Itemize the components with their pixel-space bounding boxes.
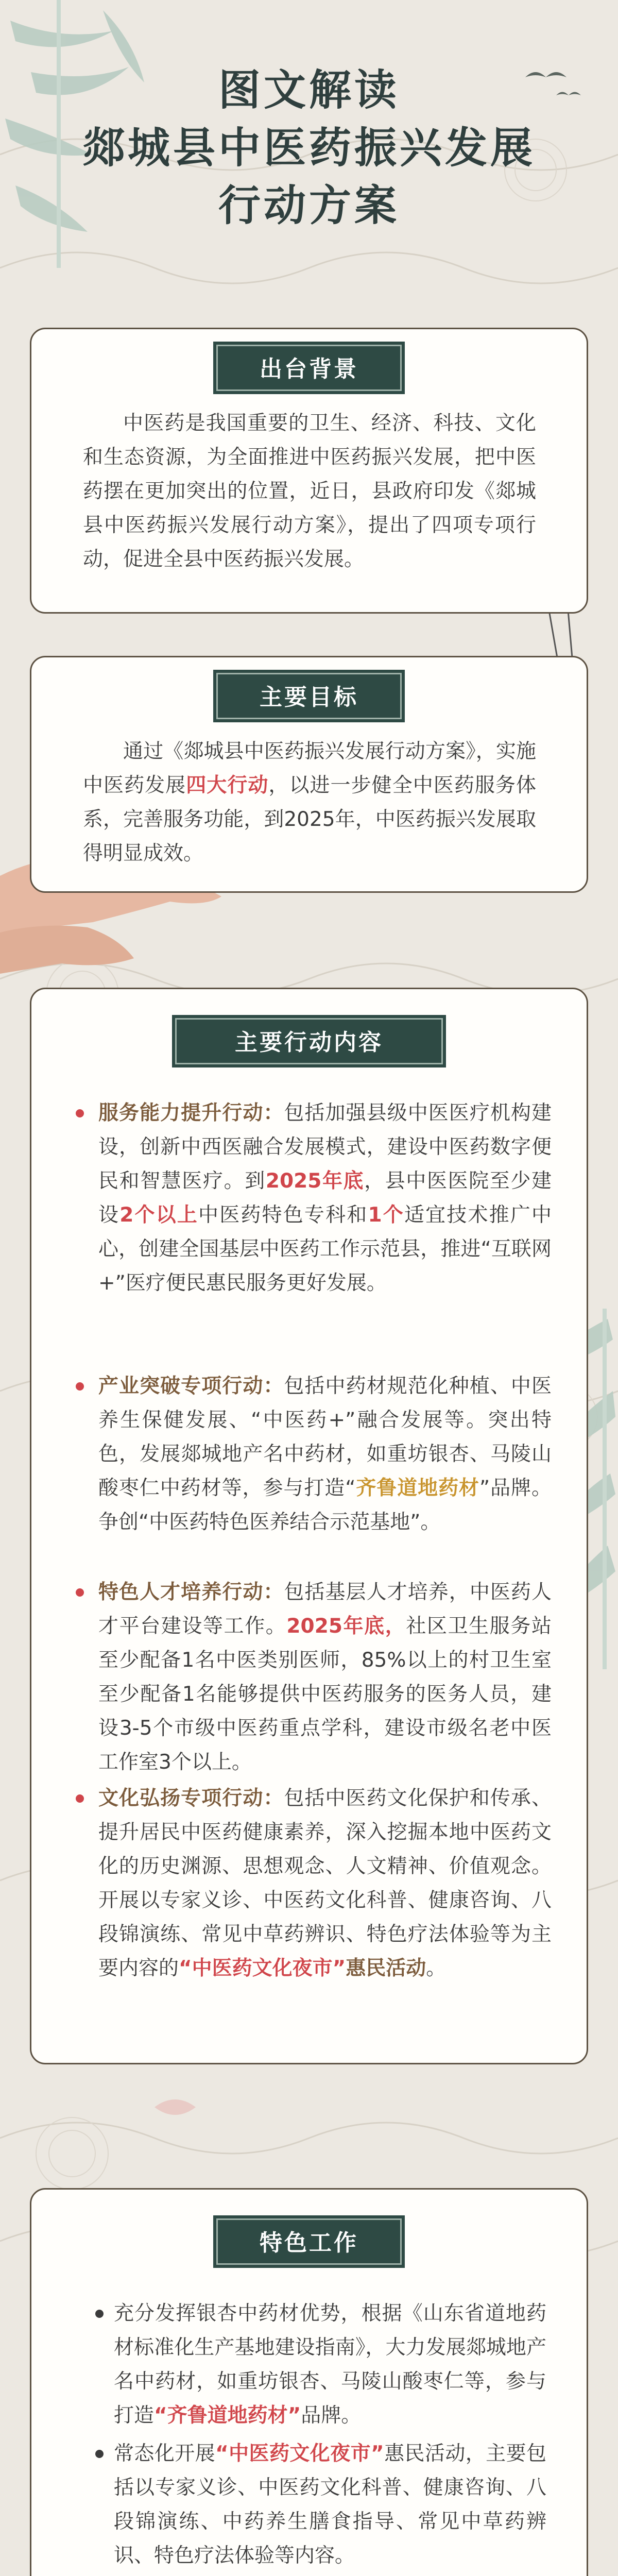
action-2-title: 产业突破专项行动： [98, 1375, 284, 1398]
action-1-text-b: ，县中医医院至少建设 [98, 1170, 552, 1227]
goals-card [30, 656, 588, 893]
feature-1-text-b: 品牌。 [301, 2404, 362, 2427]
bullet-dot [95, 2450, 104, 2458]
goals-body-b: ，以进一步健全中医药服务体系，完善服务功能，到2025年，中医药振兴发展取得明显成效。 [83, 774, 536, 865]
action-1-hl-a: 2025年底 [265, 1170, 365, 1193]
actions-heading: 主要行动内容 [175, 1018, 443, 1064]
feature-2-hl: “中医药文化夜市” [215, 2442, 384, 2465]
goals-heading: 主要目标 [216, 673, 402, 719]
action-3-title: 特色人才培养行动： [98, 1581, 284, 1604]
feature-item-1 [114, 2297, 546, 2433]
action-1-hl-c: 1个 [368, 1204, 404, 1227]
action-4-title: 文化弘扬专项行动： [98, 1787, 284, 1810]
feature-2-text-a: 常态化开展 [114, 2442, 216, 2465]
title-line-1: 图文解读 [218, 66, 400, 115]
action-item-2 [98, 1369, 552, 1539]
action-4-hl-a: “中医药文化夜市” [179, 1957, 346, 1980]
background-heading: 出台背景 [216, 345, 402, 391]
action-1-text-d: 适宜技术推广中心，创建全国基层中医药工作示范县，推进“互联网+”医疗便民惠民服务更好发展。 [98, 1204, 552, 1295]
actions-card [30, 988, 588, 2064]
action-1-text-c: 中医药特色专科和 [198, 1204, 368, 1227]
feature-item-2 [114, 2437, 546, 2573]
background-card [30, 328, 588, 614]
action-3-text-a: 包括基层人才培养，中医药人才平台建设等工作。 [98, 1581, 552, 1638]
bullet-dot [95, 2310, 104, 2318]
page-title [0, 62, 618, 235]
action-2-text-a: 包括中药材规范化种植、中医养生保健发展、“中医药+”融合发展等。突出特色，发展郯城地产名中药材，如重坊银杏、马陵山酸枣仁中药材等，参与打造“ [98, 1375, 552, 1500]
goals-body-a: 通过《郯城县中医药振兴发展行动方案》，实施中医药发展 [83, 740, 536, 797]
goals-highlight: 四大行动 [186, 774, 269, 797]
bullet-dot [76, 1109, 84, 1117]
action-item-3 [98, 1575, 552, 1780]
feature-2-text-b: 惠民活动，主要包括以专家义诊、中医药文化科普、健康咨询、八段锦演练、中药养生膳食指导、常见中草药辨识、特色疗法体验等内容。 [114, 2442, 546, 2567]
action-2-hl-a: 齐鲁道地药材 [355, 1477, 479, 1500]
feature-1-text-a: 充分发挥银杏中药材优势，根据《山东省道地药材标准化生产基地建设指南》，大力发展郯城地产名中药材，如重坊银杏、马陵山酸枣仁等，参与打造 [114, 2302, 546, 2427]
features-heading: 特色工作 [216, 2218, 402, 2265]
action-item-1 [98, 1096, 552, 1300]
action-3-hl-a: 2025年底， [286, 1615, 406, 1638]
title-line-2: 郯城县中医药振兴发展 [82, 124, 536, 173]
bullet-dot [76, 1794, 84, 1803]
features-card [30, 2188, 588, 2576]
background-body: 中医药是我国重要的卫生、经济、科技、文化和生态资源，为全面推进中医药振兴发展，把中医药摆在更加突出的位置，近日，县政府印发《郯城县中医药振兴发展行动方案》，提出了四项专项行动，促进全县中医药振兴发展。 [83, 412, 536, 571]
action-4-hl-b: 惠民活动 [346, 1957, 426, 1980]
action-item-4 [98, 1782, 552, 1986]
title-line-3: 行动方案 [218, 181, 400, 230]
bullet-dot [76, 1588, 84, 1597]
action-3-text-b: 社区卫生服务站至少配备1名中医类别医师，85%以上的村卫生室至少配备1名能够提供中医药服务的医务人员，建设3-5个市级中医药重点学科，建设市级名老中医工作室3个以上。 [98, 1615, 552, 1774]
action-1-title: 服务能力提升行动： [98, 1101, 284, 1125]
action-1-text-a: 包括加强县级中医医疗机构建设，创新中西医融合发展模式，建设中医药数字便民和智慧医疗。到 [98, 1101, 552, 1193]
action-2-text-b: ”品牌。争创“中医药特色医养结合示范基地”。 [98, 1477, 552, 1534]
goals-body [83, 735, 536, 871]
feature-1-hl: “齐鲁道地药材” [154, 2404, 301, 2427]
action-1-hl-b: 2个以上 [119, 1204, 199, 1227]
action-4-text-a: 包括中医药文化保护和传承、提升居民中医药健康素养，深入挖掘本地中医药文化的历史渊源、思想观念、人文精神、价值观念。开展以专家义诊、中医药文化科普、健康咨询、八段锦演练、常见中草药辨识、特色疗法体验等为主要内容的 [98, 1787, 552, 1980]
bullet-dot [76, 1382, 84, 1391]
action-4-text-b: 。 [426, 1957, 447, 1980]
